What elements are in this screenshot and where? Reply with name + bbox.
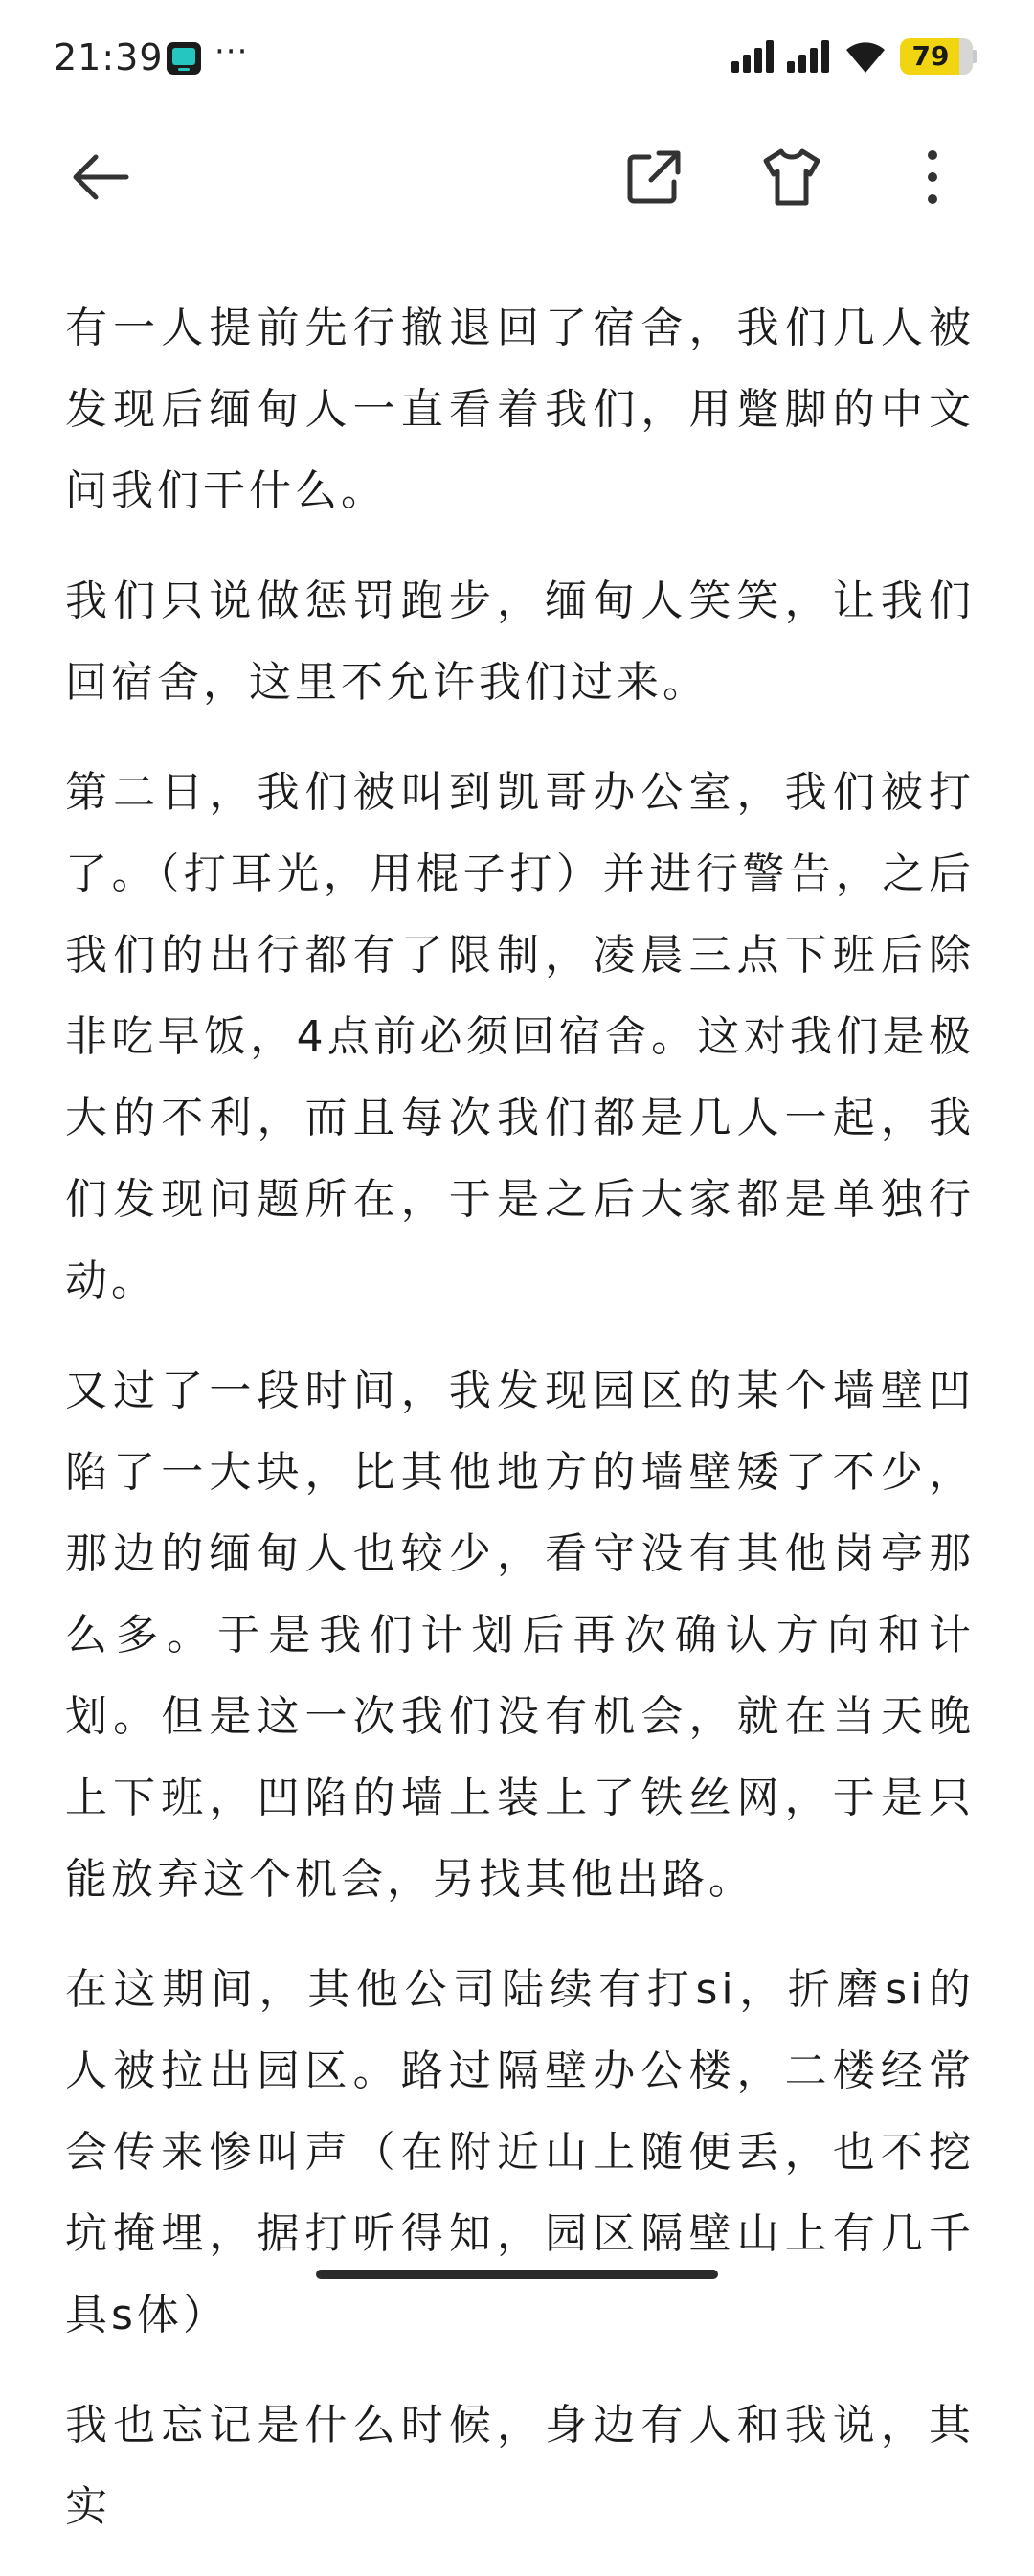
article-paragraph: 第二日，我们被叫到凯哥办公室，我们被打了。（打耳光，用棍子打）并进行警告，之后我们的出行都有了限制，凌晨三点下班后除非吃早饭，4点前必须回宿舍。这对我们是极大的不利，而且每次我们都是几人一起，我们发现问题所在，于是之后大家都是单独行动。 — [65, 768, 975, 1305]
wifi-icon — [843, 36, 888, 75]
cellular-signal-2-icon — [787, 40, 833, 73]
status-bar — [0, 0, 1034, 115]
home-indicator[interactable] — [316, 2270, 718, 2279]
battery-empty-segment — [959, 38, 973, 75]
article-paragraph: 我们只说做惩罚跑步，缅甸人笑笑，让我们回宿舍，这里不允许我们过来。 — [65, 576, 975, 707]
status-more-icon: ··· — [214, 33, 249, 71]
battery-tip — [973, 50, 977, 63]
article-paragraph: 我也忘记是什么时候，身边有人和我说，其实 — [65, 2401, 975, 2531]
article-paragraph: 在这期间，其他公司陆续有打si，折磨si的人被拉出园区。路过隔壁办公楼，二楼经常会传来惨叫声（在附近山上随便丢，也不挖坑掩埋，据打听得知，园区隔壁山上有几千具s体） — [65, 1965, 975, 2339]
article-paragraph: 又过了一段时间，我发现园区的某个墙壁凹陷了一大块，比其他地方的墙壁矮了不少，那边的缅甸人也较少，看守没有其他岗亭那么多。于是我们计划后再次确认方向和计划。但是这一次我们没有机会，就在当天晚上下班，凹陷的墙上装上了铁丝网，于是只能放弃这个机会，另找其他出路。 — [65, 1367, 975, 1904]
app-notification-icon — [167, 42, 201, 75]
back-arrow-icon[interactable] — [67, 144, 134, 211]
cellular-signal-icon — [731, 40, 777, 73]
tshirt-icon[interactable] — [758, 144, 825, 211]
more-vert-icon[interactable] — [904, 144, 961, 211]
app-bar — [0, 115, 1034, 239]
article-paragraph: 有一人提前先行撤退回了宿舍，我们几人被发现后缅甸人一直看着我们，用蹩脚的中文问我们干什么。 — [65, 304, 975, 515]
battery-level: 79 — [911, 40, 950, 72]
article-body — [65, 287, 975, 2576]
share-icon[interactable] — [620, 144, 687, 211]
battery-indicator — [900, 38, 973, 75]
status-time: 21:39 — [54, 36, 164, 79]
